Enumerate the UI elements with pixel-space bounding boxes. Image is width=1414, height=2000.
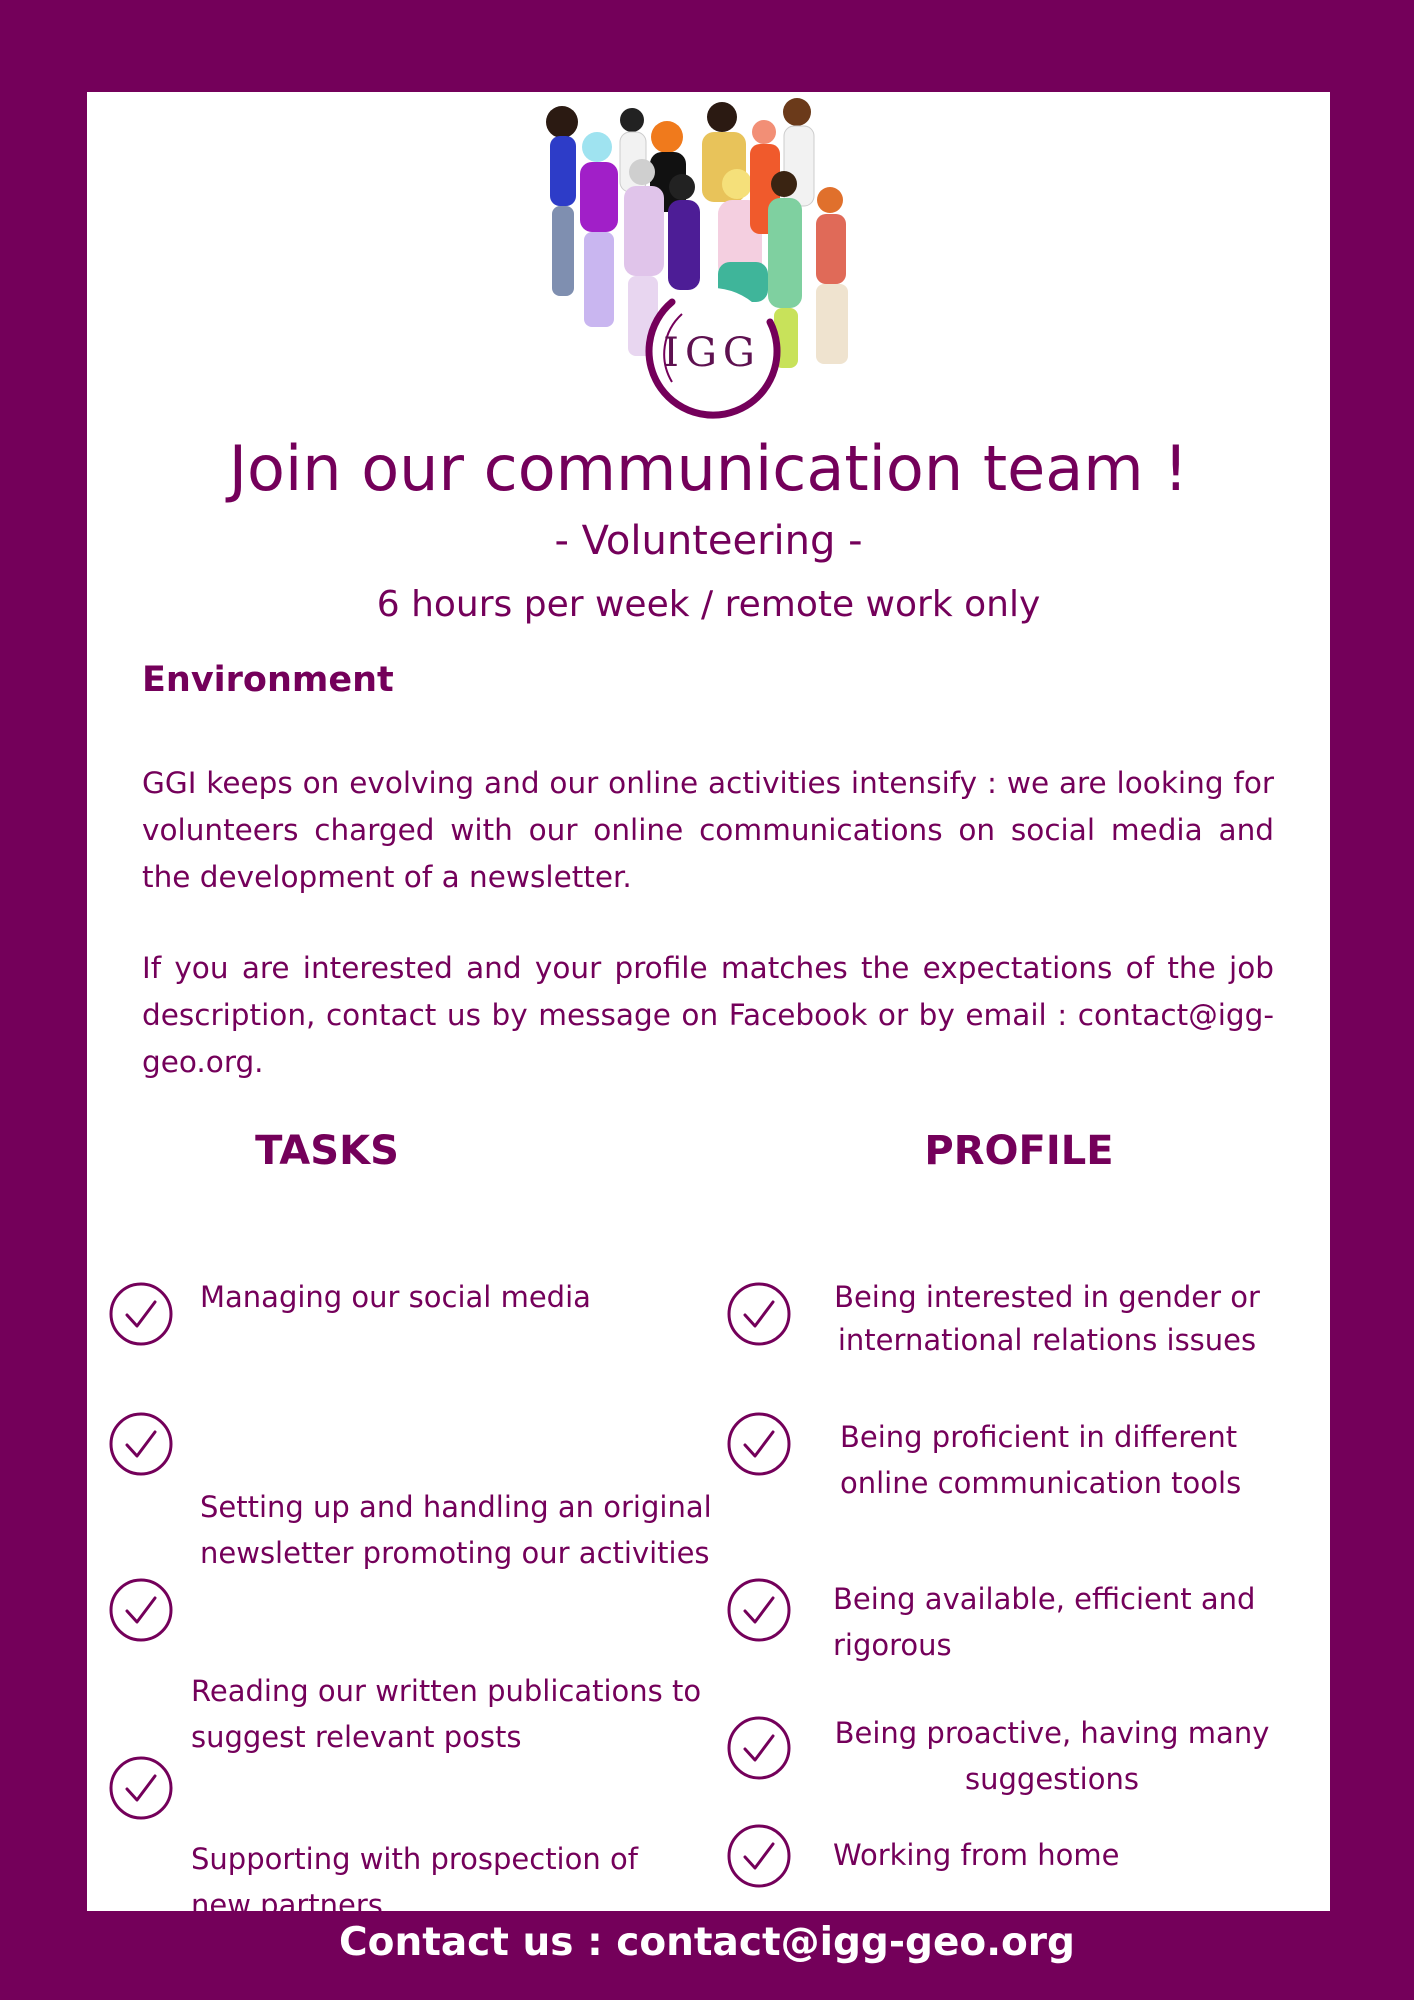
task-text: Setting up and handling an original newsletter promoting our activities [200, 1490, 712, 1570]
environment-paragraph-1: GGI keeps on evolving and our online activities intensify : we are looking for volunteers charged with our online communications on social media and the development of a newsletter. [142, 766, 1274, 894]
flyer-card [87, 92, 1330, 1922]
profile-text: Being proactive, having many suggestions [834, 1716, 1270, 1796]
task-text: Reading our written publications to suggest relevant posts [191, 1674, 702, 1754]
people-illustration [522, 92, 982, 422]
check-circle-icon [107, 1754, 175, 1822]
tasks-heading: TASKS [255, 1128, 399, 1174]
check-circle-icon [725, 1714, 793, 1782]
logo-text: IGG [663, 330, 761, 376]
igg-logo-icon [648, 288, 777, 416]
page-title: Join our communication team ! [228, 432, 1189, 505]
check-circle-icon [107, 1280, 175, 1348]
subtitle: - Volunteering - [554, 518, 863, 564]
environment-heading: Environment [142, 660, 394, 700]
footer-contact: Contact us : contact@igg-geo.org [339, 1920, 1075, 1965]
check-circle-icon [725, 1410, 793, 1478]
check-circle-icon [107, 1410, 175, 1478]
profile-text: Being available, efficient and rigorous [833, 1582, 1256, 1662]
task-text: Supporting with prospection of new partners [191, 1842, 638, 1922]
profile-text: Being proficient in different online communication tools [840, 1420, 1242, 1500]
environment-paragraph-2: If you are interested and your profile matches the expectations of the job description, contact us by message on Facebook or by email : contact@igg-geo.org. [142, 951, 1274, 1079]
profile-heading: PROFILE [924, 1128, 1114, 1174]
profile-text: Being interested in gender or international relations issues [834, 1280, 1260, 1357]
check-circle-icon [725, 1280, 793, 1348]
task-text: Managing our social media [200, 1280, 591, 1314]
profile-text: Working from home [833, 1838, 1120, 1872]
check-circle-icon [725, 1822, 793, 1890]
hours-info: 6 hours per week / remote work only [376, 584, 1041, 625]
check-circle-icon [725, 1576, 793, 1644]
check-circle-icon [107, 1576, 175, 1644]
